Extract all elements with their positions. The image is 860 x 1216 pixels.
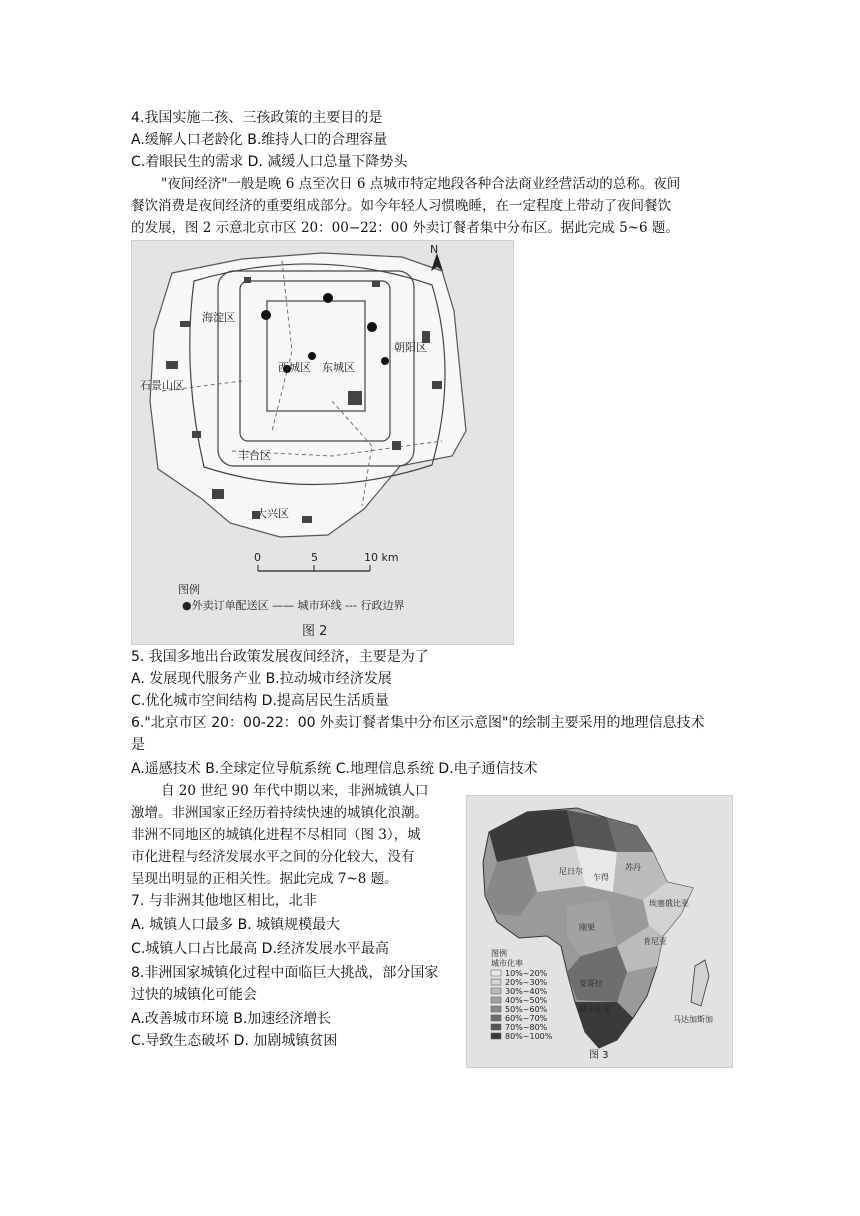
country-congo: 刚果 bbox=[579, 923, 595, 932]
legend-label: 10%~20% bbox=[505, 969, 548, 978]
q8-stem-line1: 8.非洲国家城镇化过程中面临巨大挑战，部分国家 bbox=[131, 965, 439, 981]
urban-area-outline bbox=[150, 253, 466, 537]
country-angola: 安哥拉 bbox=[579, 979, 603, 988]
q5-stem: 5. 我国多地出台政策发展夜间经济，主要是为了 bbox=[131, 649, 429, 665]
q8-options-ab: A.改善城市环境 B.加速经济增长 bbox=[131, 1011, 332, 1027]
legend-swatch bbox=[491, 1033, 501, 1039]
passage2-line4: 市化进程与经济发展水平之间的分化较大，没有 bbox=[131, 849, 415, 865]
country-ethiopia: 埃塞俄比亚 bbox=[649, 899, 689, 908]
scale-bar bbox=[254, 551, 399, 571]
passage1-line3: 的发展，图 2 示意北京市区 20：00−22：00 外卖订餐者集中分布区。据此完成 5~6 题。 bbox=[131, 220, 679, 236]
district-xicheng: 西城区 bbox=[278, 361, 311, 374]
district-dongcheng: 东城区 bbox=[322, 361, 355, 374]
passage1-line2: 餐饮消费是夜间经济的重要组成部分。如今年轻人习惯晚睡，在一定程度上带动了夜间餐饮 bbox=[131, 198, 671, 214]
legend-label: 60%~70% bbox=[505, 1014, 548, 1023]
q6-options: A.遥感技术 B.全球定位导航系统 C.地理信息系统 D.电子通信技术 bbox=[131, 761, 538, 777]
q8-stem-line2: 过快的城镇化可能会 bbox=[131, 987, 257, 1003]
figure-3-africa-map bbox=[466, 795, 733, 1068]
fig3-caption: 图 3 bbox=[589, 1050, 609, 1061]
legend-label: 30%~40% bbox=[505, 987, 548, 996]
country-kenya: 肯尼亚 bbox=[643, 937, 667, 946]
passage1-line1: "夜间经济"一般是晚 6 点至次日 6 点城市特定地段各种合法商业经营活动的总称。夜间 bbox=[161, 176, 681, 192]
legend-label: 20%~30% bbox=[505, 978, 548, 987]
q8-options-cd: C.导致生态破坏 D. 加剧城镇贫困 bbox=[131, 1033, 338, 1049]
fig3-legend bbox=[491, 969, 553, 1041]
country-chad: 乍得 bbox=[593, 873, 609, 882]
fig2-legend-items: ●外卖订单配送区 —— 城市环线 --- 行政边界 bbox=[182, 599, 405, 612]
district-daxing: 大兴区 bbox=[256, 507, 289, 520]
passage2-line5: 呈现出明显的正相关性。据此完成 7~8 题。 bbox=[131, 871, 398, 887]
country-madagascar: 马达加斯加 bbox=[673, 1015, 713, 1024]
scale-label-0: 0 bbox=[254, 551, 261, 564]
country-niger: 尼日尔 bbox=[559, 867, 583, 876]
madagascar-shape bbox=[691, 960, 709, 1006]
legend-swatch bbox=[491, 970, 501, 976]
q7-stem: 7. 与非洲其他地区相比，北非 bbox=[131, 893, 317, 909]
legend-swatch bbox=[491, 1024, 501, 1030]
scale-label-10km: 10 km bbox=[364, 551, 399, 564]
district-chaoyang: 朝阳区 bbox=[394, 341, 427, 354]
q6-stem-line2: 是 bbox=[131, 737, 145, 753]
q4-options-ab: A.缓解人口老龄化 B.维持人口的合理容量 bbox=[131, 132, 388, 148]
district-shijingshan: 石景山区 bbox=[140, 379, 184, 392]
q6-stem-line1: 6."北京市区 20：00-22：00 外卖订餐者集中分布区示意图"的绘制主要采用的地理信息技术 bbox=[131, 715, 705, 731]
figure-2-beijing-map bbox=[131, 240, 514, 645]
country-namibia: 纳米比亚 bbox=[579, 1005, 611, 1014]
country-sudan: 苏丹 bbox=[625, 863, 641, 872]
north-label: N bbox=[430, 243, 439, 256]
legend-label: 80%~100% bbox=[505, 1032, 553, 1041]
legend-swatch bbox=[491, 1006, 501, 1012]
q7-options-ab: A. 城镇人口最多 B. 城镇规模最大 bbox=[131, 917, 341, 933]
beijing-map-svg bbox=[132, 241, 513, 644]
legend-label: 70%~80% bbox=[505, 1023, 548, 1032]
district-fengtai: 丰台区 bbox=[238, 449, 271, 462]
q5-options-cd: C.优化城市空间结构 D.提高居民生活质量 bbox=[131, 693, 389, 709]
passage2-line1: 自 20 世纪 90 年代中期以来，非洲城镇人口 bbox=[161, 783, 429, 799]
fig3-legend-title: 图例 bbox=[491, 949, 507, 958]
legend-swatch bbox=[491, 988, 501, 994]
q4-options-cd: C.着眼民生的需求 D. 减缓人口总量下降势头 bbox=[131, 154, 408, 170]
fig2-legend-title: 图例 bbox=[178, 583, 200, 596]
legend-label: 50%~60% bbox=[505, 1005, 548, 1014]
district-haidian: 海淀区 bbox=[202, 311, 235, 324]
q5-options-ab: A. 发展现代服务产业 B.拉动城市经济发展 bbox=[131, 671, 392, 687]
passage2-line3: 非洲不同地区的城镇化进程不尽相同（图 3），城 bbox=[131, 827, 421, 843]
fig3-legend-subtitle: 城市化率 bbox=[491, 959, 523, 968]
legend-label: 40%~50% bbox=[505, 996, 548, 1005]
scale-label-5: 5 bbox=[311, 551, 318, 564]
africa-map-svg bbox=[467, 796, 732, 1067]
legend-swatch bbox=[491, 979, 501, 985]
q7-options-cd: C.城镇人口占比最高 D.经济发展水平最高 bbox=[131, 941, 389, 957]
legend-swatch bbox=[491, 997, 501, 1003]
legend-swatch bbox=[491, 1015, 501, 1021]
q4-stem: 4.我国实施二孩、三孩政策的主要目的是 bbox=[131, 110, 383, 126]
passage2-line2: 激增。非洲国家正经历着持续快速的城镇化浪潮。 bbox=[131, 805, 428, 821]
fig2-caption: 图 2 bbox=[302, 624, 328, 639]
